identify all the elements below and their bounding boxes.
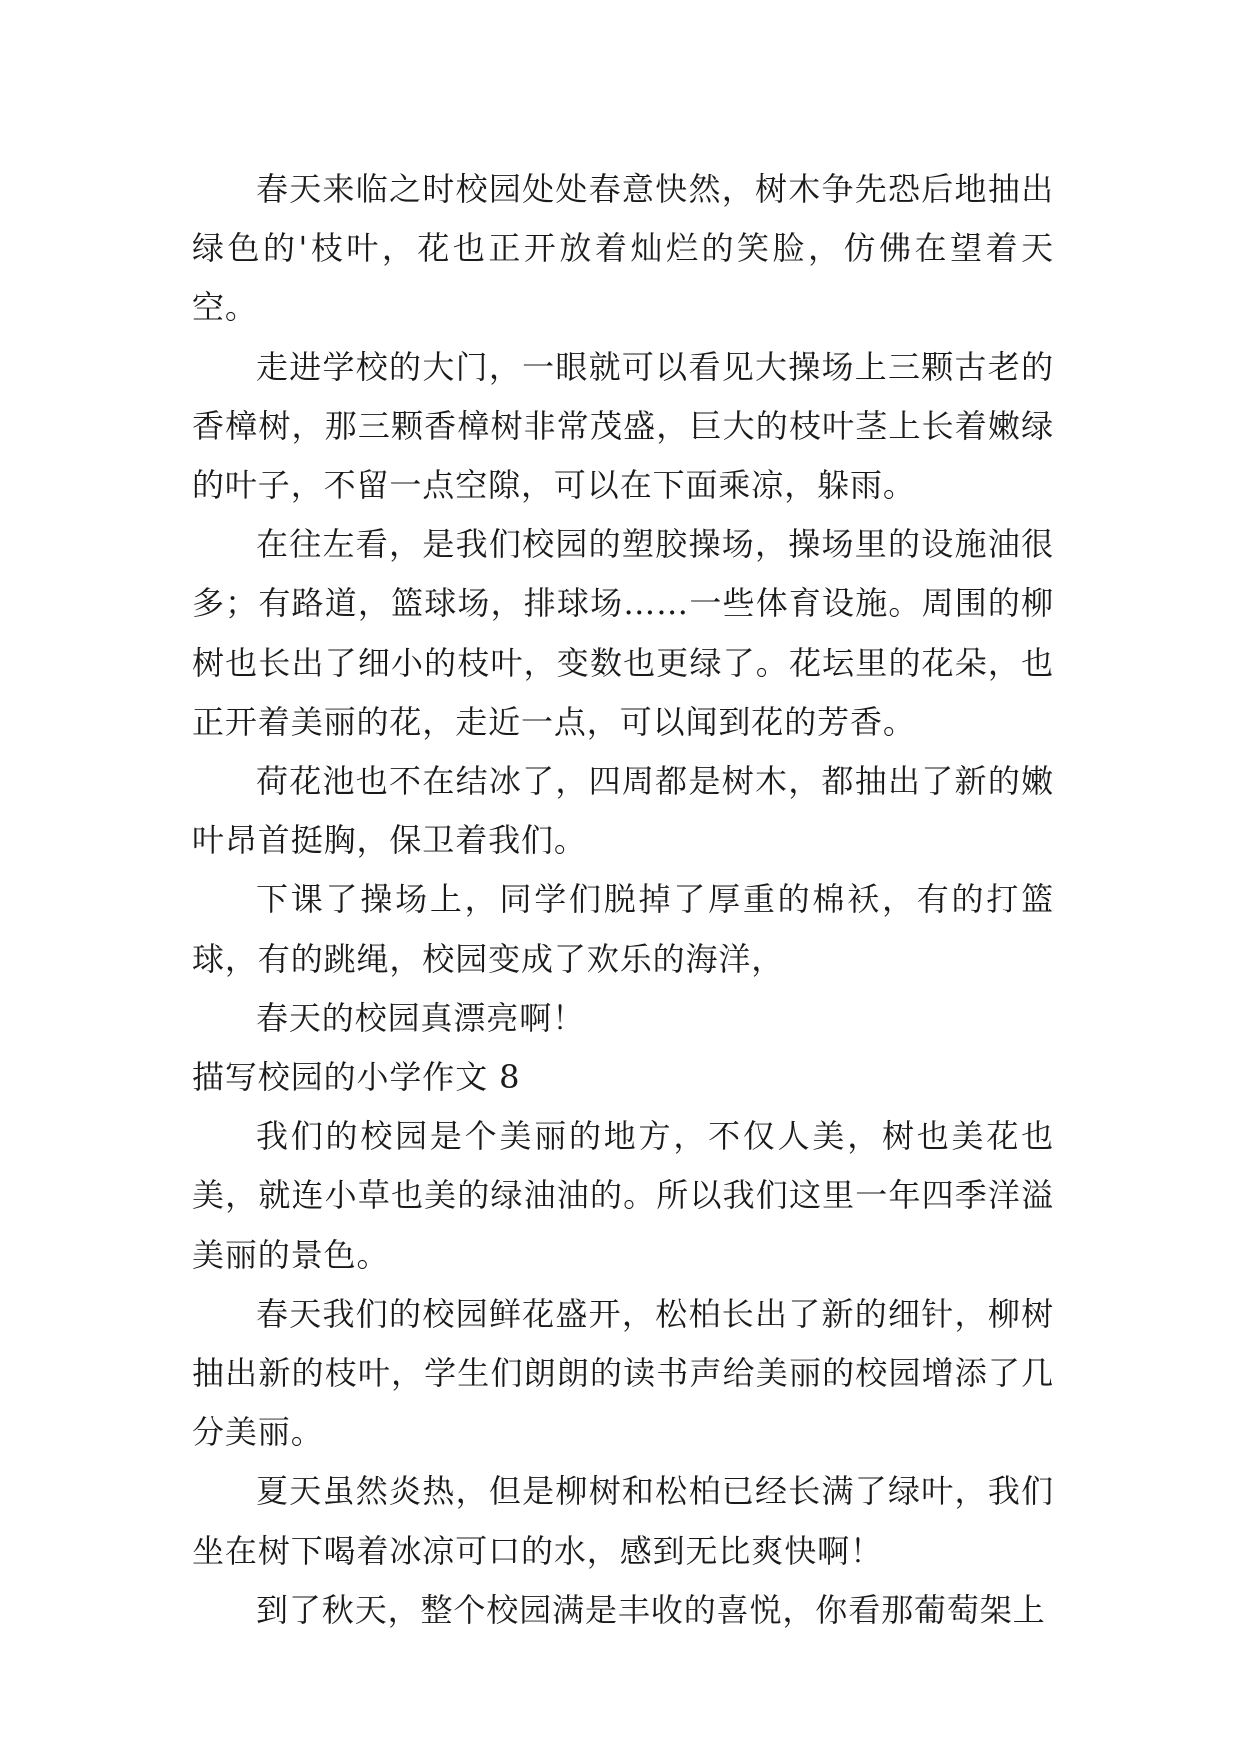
section-title: 描写校园的小学作文 8 xyxy=(192,1058,521,1097)
paragraph-playground: 在往左看，是我们校园的塑胶操场，操场里的设施油很多；有路道，篮球场，排球场……一些体育设施。周围的柳树也长出了细小的枝叶，变数也更绿了。花坛里的花朵，也正开着美丽的花，走近一点，可以闻到花的芳香。 xyxy=(192,525,1054,741)
paragraph-spring-campus: 春天我们的校园鲜花盛开，松柏长出了新的细针，柳树抽出新的枝叶，学生们朗朗的读书声给美丽的校园增添了几分美丽。 xyxy=(192,1294,1054,1452)
paragraph-recess: 下课了操场上，同学们脱掉了厚重的棉袄，有的打篮球，有的跳绳，校园变成了欢乐的海洋， xyxy=(192,880,1054,978)
paragraph-beautiful-campus: 我们的校园是个美丽的地方，不仅人美，树也美花也美，就连小草也美的绿油油的。所以我们这里一年四季洋溢美丽的景色。 xyxy=(192,1117,1054,1274)
essay-body xyxy=(192,160,1054,1640)
paragraph-autumn-campus: 到了秋天，整个校园满是丰收的喜悦，你看那葡萄架上 xyxy=(256,1590,1046,1629)
paragraph-summer-campus: 夏天虽然炎热，但是柳树和松柏已经长满了绿叶，我们坐在树下喝着冰凉可口的水，感到无比爽快啊！ xyxy=(192,1472,1054,1570)
paragraph-spring-conclusion: 春天的校园真漂亮啊！ xyxy=(256,998,586,1037)
paragraph-lotus-pond: 荷花池也不在结冰了，四周都是树木，都抽出了新的嫩叶昂首挺胸，保卫着我们。 xyxy=(192,762,1054,860)
paragraph-spring-arrival: 春天来临之时校园处处春意快然，树木争先恐后地抽出绿色的'枝叶，花也正开放着灿烂的笑脸，仿佛在望着天空。 xyxy=(192,170,1054,327)
paragraph-camphor-trees: 走进学校的大门，一眼就可以看见大操场上三颗古老的香樟树，那三颗香樟树非常茂盛，巨大的枝叶茎上长着嫩绿的叶子，不留一点空隙，可以在下面乘凉，躲雨。 xyxy=(192,347,1054,505)
